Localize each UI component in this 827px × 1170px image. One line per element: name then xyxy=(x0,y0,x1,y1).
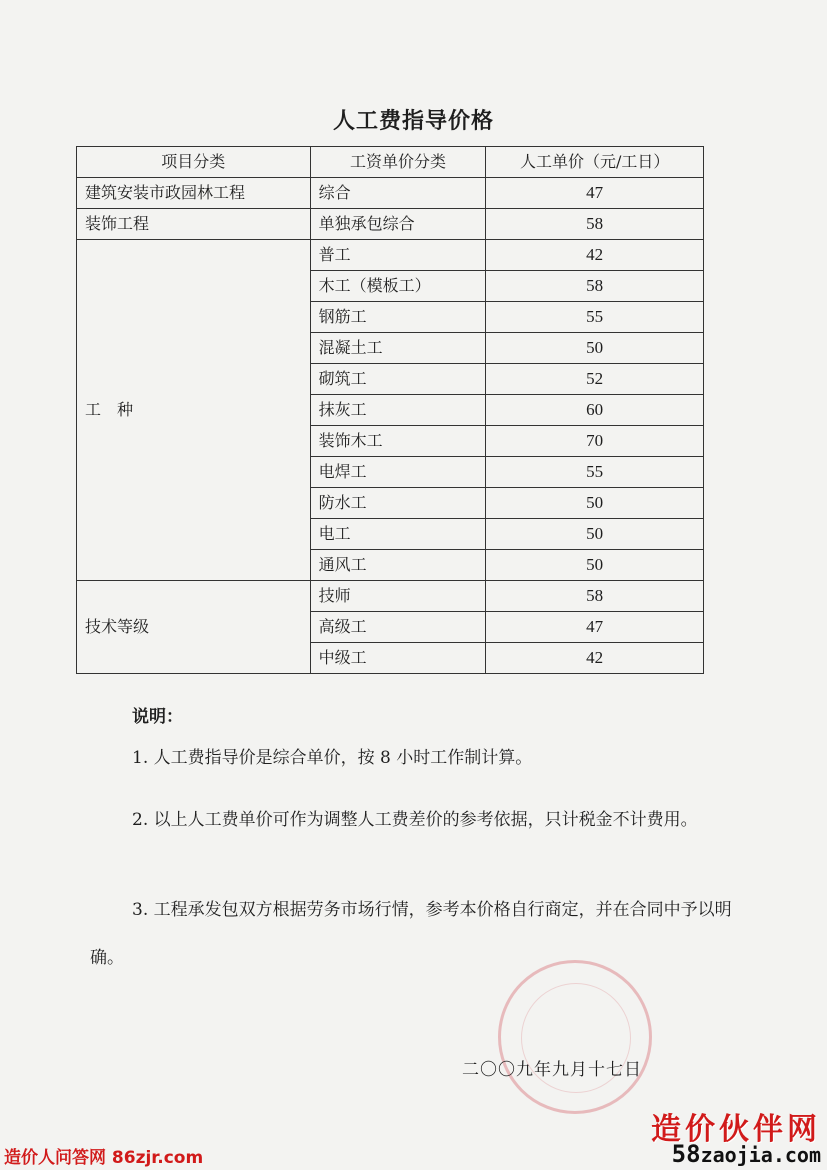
price-cell: 70 xyxy=(486,426,704,457)
wage-type-cell: 高级工 xyxy=(310,612,486,643)
price-cell: 50 xyxy=(486,488,704,519)
category-cell: 装饰工程 xyxy=(77,209,311,240)
price-cell: 60 xyxy=(486,395,704,426)
price-cell: 50 xyxy=(486,550,704,581)
price-cell: 55 xyxy=(486,457,704,488)
watermark-url-domain: zaojia.com xyxy=(700,1143,821,1167)
wage-type-cell: 中级工 xyxy=(310,643,486,674)
notes-title: 说明： xyxy=(132,707,183,727)
watermark-url-number: 58 xyxy=(671,1140,701,1168)
price-cell: 58 xyxy=(486,271,704,302)
header-wage-type: 工资单价分类 xyxy=(310,147,486,178)
price-cell: 50 xyxy=(486,333,704,364)
wage-type-cell: 抹灰工 xyxy=(310,395,486,426)
header-category: 项目分类 xyxy=(77,147,311,178)
table-header-row xyxy=(77,147,704,178)
document-date: 二〇〇九年九月十七日 xyxy=(462,1060,642,1080)
wage-type-cell: 普工 xyxy=(310,240,486,271)
wage-type-cell: 单独承包综合 xyxy=(310,209,486,240)
table-row xyxy=(77,209,704,240)
price-cell: 47 xyxy=(486,612,704,643)
note-item-3: 3. 工程承发包双方根据劳务市场行情，参考本价格自行商定，并在合同中予以明确。 xyxy=(90,900,732,968)
category-cell: 技术等级 xyxy=(77,581,311,674)
wage-type-cell: 装饰木工 xyxy=(310,426,486,457)
price-cell: 55 xyxy=(486,302,704,333)
price-cell: 50 xyxy=(486,519,704,550)
wage-type-cell: 钢筋工 xyxy=(310,302,486,333)
wage-type-cell: 混凝土工 xyxy=(310,333,486,364)
wage-type-cell: 电焊工 xyxy=(310,457,486,488)
wage-type-cell: 技师 xyxy=(310,581,486,612)
note-item-1: 1. 人工费指导价是综合单价，按 8 小时工作制计算。 xyxy=(132,748,533,768)
watermark-left: 造价人问答网 86zjr.com xyxy=(4,1148,204,1168)
table-row xyxy=(77,240,704,271)
watermark-right-url xyxy=(672,1140,821,1168)
wage-type-cell: 综合 xyxy=(310,178,486,209)
wage-type-cell: 电工 xyxy=(310,519,486,550)
price-cell: 42 xyxy=(486,643,704,674)
table-row xyxy=(77,178,704,209)
price-cell: 58 xyxy=(486,581,704,612)
price-cell: 47 xyxy=(486,178,704,209)
price-cell: 58 xyxy=(486,209,704,240)
price-cell: 52 xyxy=(486,364,704,395)
price-cell: 42 xyxy=(486,240,704,271)
table-row xyxy=(77,581,704,612)
wage-type-cell: 通风工 xyxy=(310,550,486,581)
page-title: 人工费指导价格 xyxy=(332,109,494,134)
wage-type-cell: 木工（模板工） xyxy=(310,271,486,302)
wage-type-cell: 砌筑工 xyxy=(310,364,486,395)
note-item-2: 2. 以上人工费单价可作为调整人工费差价的参考依据，只计税金不计费用。 xyxy=(132,810,698,830)
category-cell: 建筑安装市政园林工程 xyxy=(77,178,311,209)
category-cell: 工 种 xyxy=(77,240,311,581)
official-seal xyxy=(498,960,652,1114)
wage-type-cell: 防水工 xyxy=(310,488,486,519)
header-unit-price: 人工单价（元/工日） xyxy=(486,147,704,178)
price-table xyxy=(76,146,704,674)
watermark-right-title: 造价伙伴网 xyxy=(651,1112,821,1147)
